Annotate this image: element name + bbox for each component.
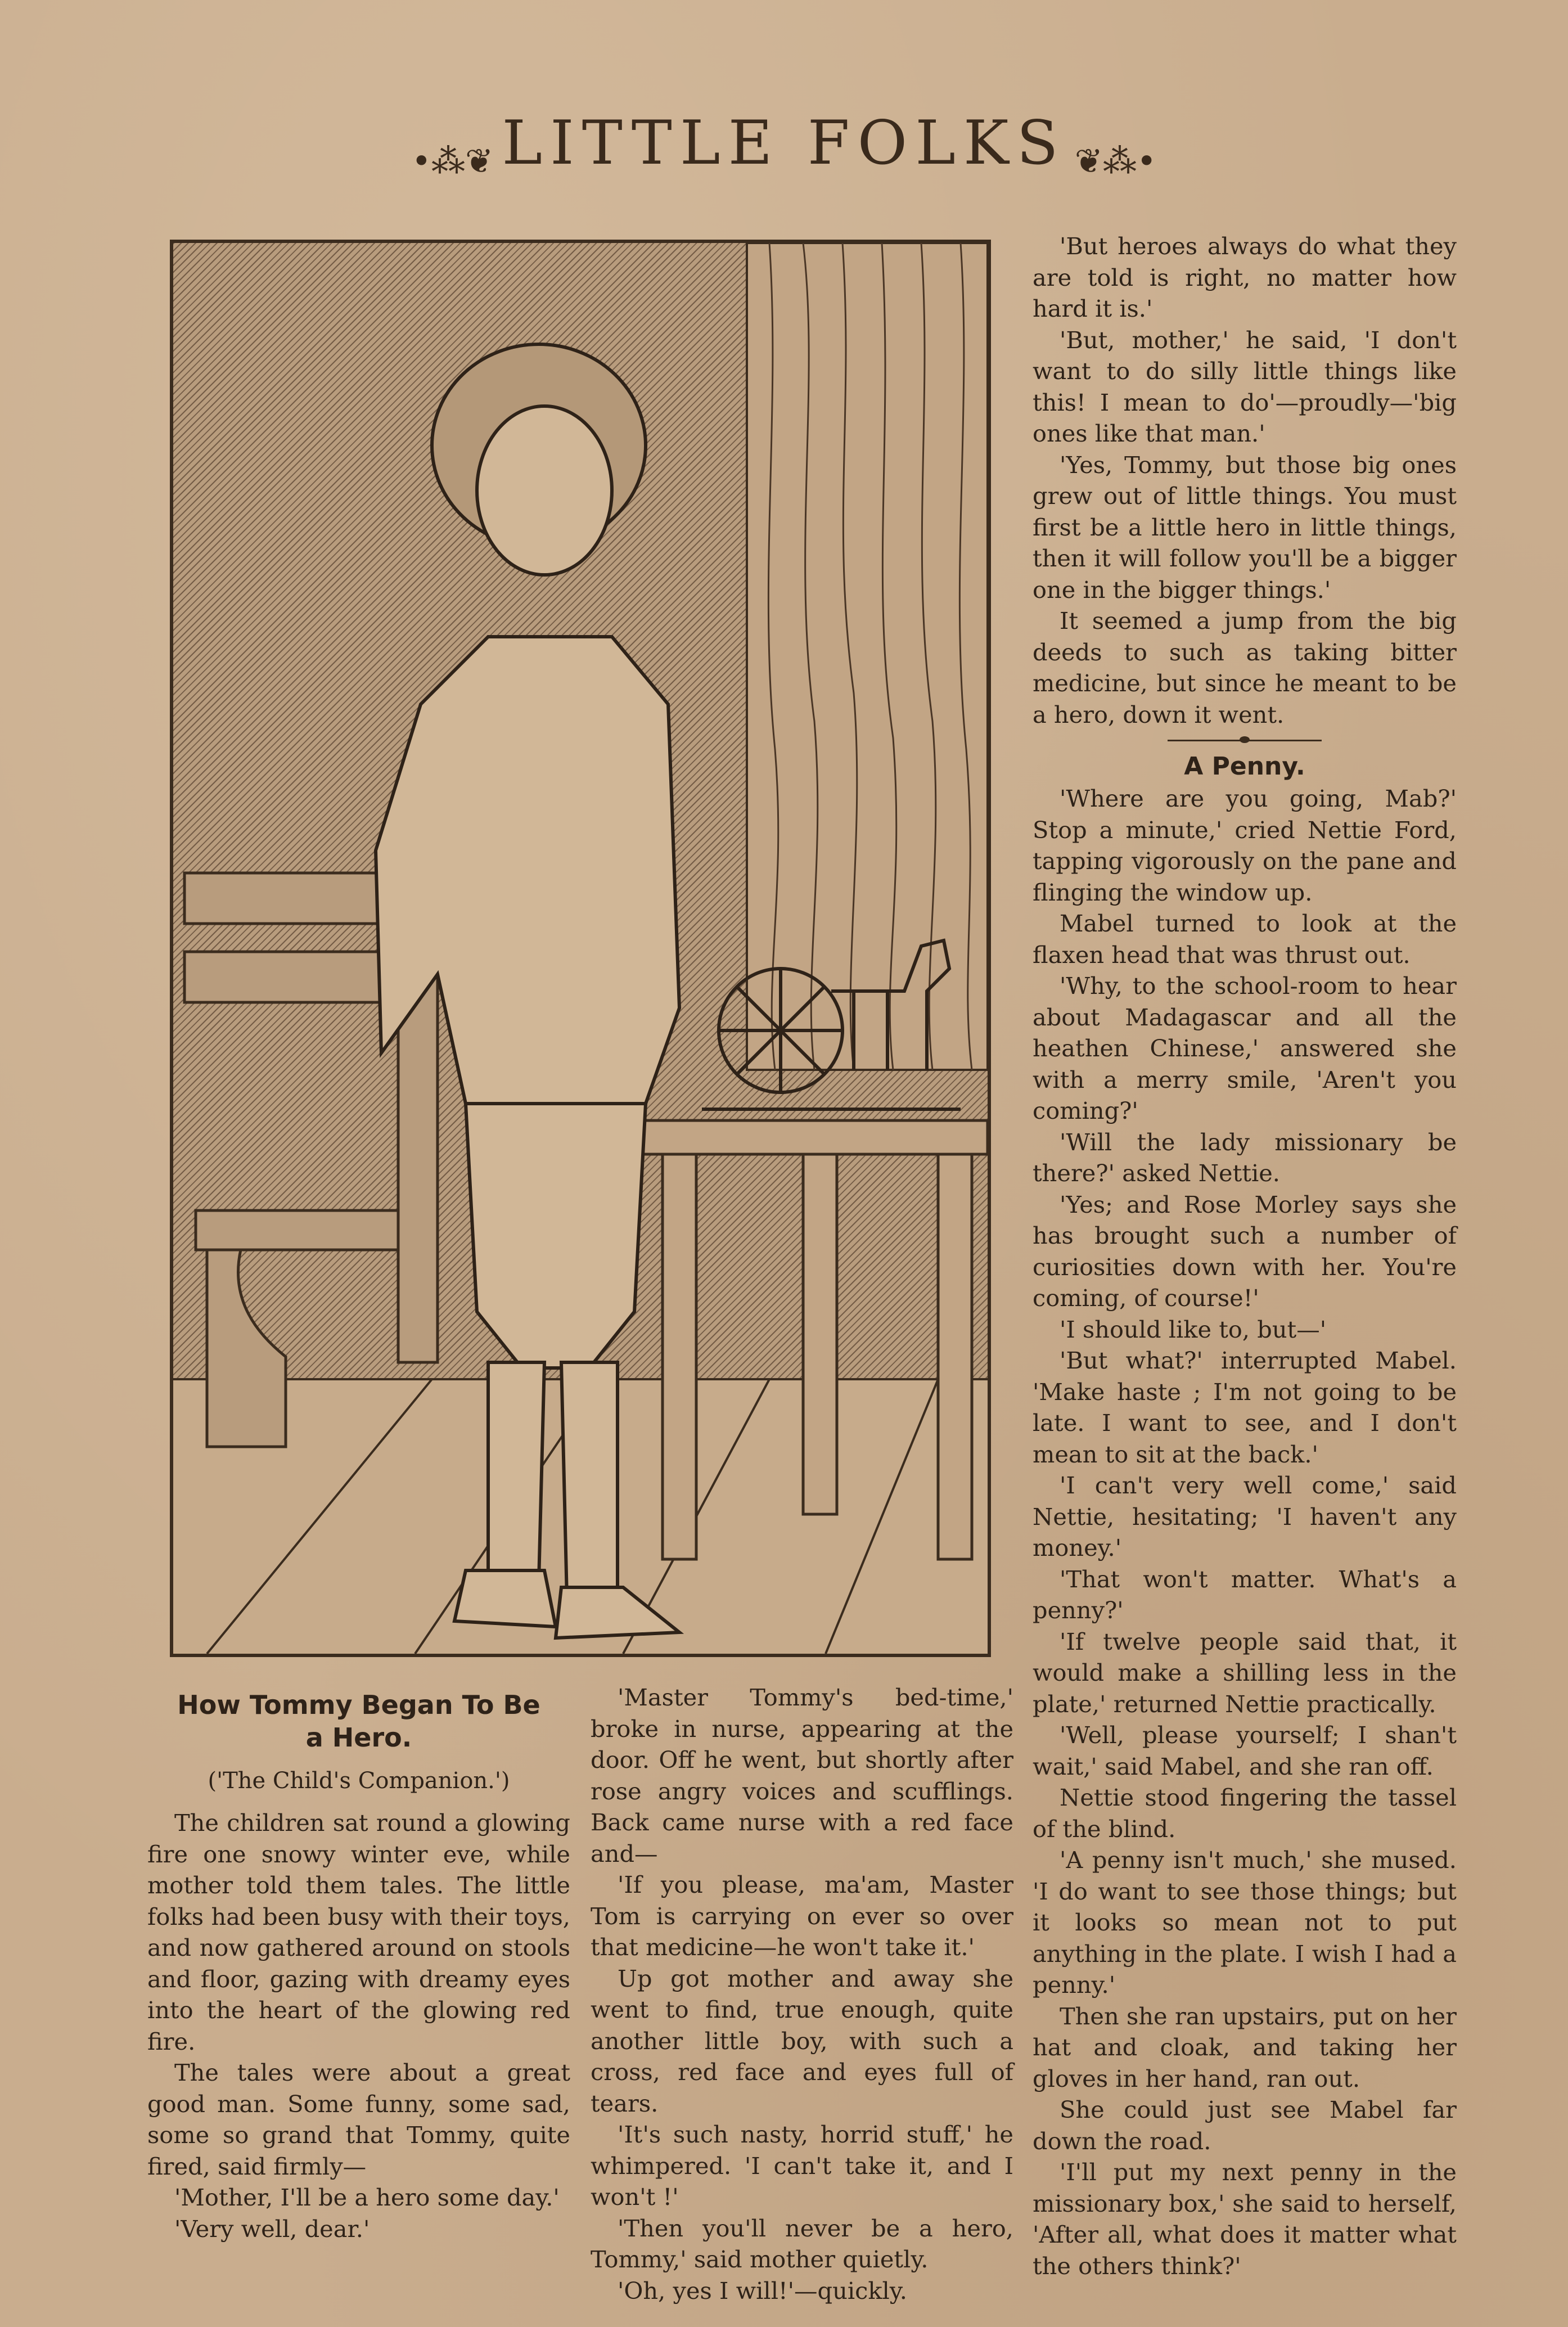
paragraph: 'If twelve people said that, it would make a shilling less in the plate,' returned Nettie practically. <box>1033 1627 1457 1718</box>
paragraph: 'It's such nasty, horrid stuff,' he whimpered. 'I can't take it, and I won't !' <box>591 2121 1013 2211</box>
paragraph: 'If you please, ma'am, Master Tom is carrying on ever so over that medicine—he won't take it.' <box>591 1871 1013 1961</box>
column-middle <box>591 1682 1013 2306</box>
paragraph: Mabel turned to look at the flaxen head that was thrust out. <box>1033 910 1457 969</box>
paragraph: 'Yes, Tommy, but those big ones grew out of little things. You must first be a little hero in little things, then it will follow you'll be a bigger one in the bigger things.' <box>1033 451 1457 604</box>
paragraph: It seemed a jump from the big deeds to such as taking bitter medicine, but since he meant to be a hero, down it went. <box>1033 607 1457 728</box>
column-left <box>147 1807 570 2244</box>
paragraph: 'But, mother,' he said, 'I don't want to do silly little things like this! I mean to do'—proudly—'big ones like that man.' <box>1033 326 1457 447</box>
paragraph: 'Yes; and Rose Morley says she has brought such a number of curiosities down with her. You're coming, of course!' <box>1033 1190 1457 1312</box>
paragraph: 'That won't matter. What's a penny?' <box>1033 1565 1457 1624</box>
column-right <box>1033 231 1457 2281</box>
ornament-right-icon: ❦⁂• <box>1074 141 1157 181</box>
paragraph: 'A penny isn't much,' she mused. 'I do want to see those things; but it looks so mean not to put anything in the plate. I wish I had a penny.' <box>1033 1846 1457 1999</box>
paragraph: 'I should like to, but—' <box>1060 1315 1327 1343</box>
story-source: ('The Child's Companion.') <box>208 1768 510 1794</box>
story-title-line2: a Hero. <box>305 1722 412 1753</box>
engraving-drawing <box>173 243 988 1654</box>
story-title-line1: How Tommy Began To Be <box>177 1690 540 1720</box>
paragraph: Then she ran upstairs, put on her hat and cloak, and taking her gloves in her hand, ran out. <box>1033 2002 1457 2092</box>
paragraph: The tales were about a great good man. Some funny, some sad, some so grand that Tommy, quite fired, said firmly— <box>147 2059 570 2180</box>
paragraph: 'Mother, I'll be a hero some day.' <box>174 2184 560 2211</box>
paragraph: 'But heroes always do what they are told is right, no matter how hard it is.' <box>1033 232 1457 322</box>
paragraph: 'I'll put my next penny in the missionary box,' she said to herself, 'After all, what does it matter what the others think?' <box>1033 2158 1457 2280</box>
paragraph: 'Master Tommy's bed-time,' broke in nurse, appearing at the door. Off he went, but shortly after rose angry voices and scufflings. Back came nurse with a red face and— <box>591 1684 1013 1867</box>
paragraph: 'Well, please yourself; I shan't wait,' said Mabel, and she ran off. <box>1033 1721 1457 1780</box>
masthead <box>0 101 1568 186</box>
section-divider <box>1033 733 1457 747</box>
paragraph: Up got mother and away she went to find, true enough, quite another little boy, with such a cross, red face and eyes full of tears. <box>591 1964 1013 2117</box>
wood-panel <box>747 243 988 1070</box>
story-title-penny: A Penny. <box>1184 752 1305 781</box>
paragraph: 'Then you'll never be a hero, Tommy,' said mother quietly. <box>591 2214 1013 2273</box>
paragraph: 'Oh, yes I will!'—quickly. <box>618 2276 907 2305</box>
paragraph: 'But what?' interrupted Mabel. 'Make haste ; I'm not going to be late. I want to see, and I don't mean to sit at the back.' <box>1033 1347 1457 1468</box>
paragraph: 'Why, to the school-room to hear about Madagascar and all the heathen Chinese,' answered she with a merry smile, 'Aren't you coming?' <box>1033 972 1457 1124</box>
paragraph: 'I can't very well come,' said Nettie, hesitating; 'I haven't any money.' <box>1033 1471 1457 1561</box>
paragraph: 'Will the lady missionary be there?' asked Nettie. <box>1033 1128 1457 1187</box>
boy-engraving-illustration <box>170 240 991 1657</box>
page-title: LITTLE FOLKS <box>502 108 1066 178</box>
paragraph: 'Very well, dear.' <box>174 2215 370 2243</box>
paragraph: The children sat round a glowing fire one snowy winter eve, while mother told them tales. The little folks had been busy with their toys, and now gathered around on stools and floor, gazing with dreamy eyes into the heart of the glowing red fire. <box>147 1809 570 2055</box>
paragraph: 'Where are you going, Mab?' Stop a minute,' cried Nettie Ford, tapping vigorously on the pane and flinging the window up. <box>1033 785 1457 906</box>
story-title-tommy <box>147 1689 570 1754</box>
ornament-left-icon: •⁂❦ <box>411 141 494 181</box>
paragraph: Nettie stood fingering the tassel of the blind. <box>1033 1784 1457 1843</box>
paragraph: She could just see Mabel far down the road. <box>1033 2096 1457 2155</box>
